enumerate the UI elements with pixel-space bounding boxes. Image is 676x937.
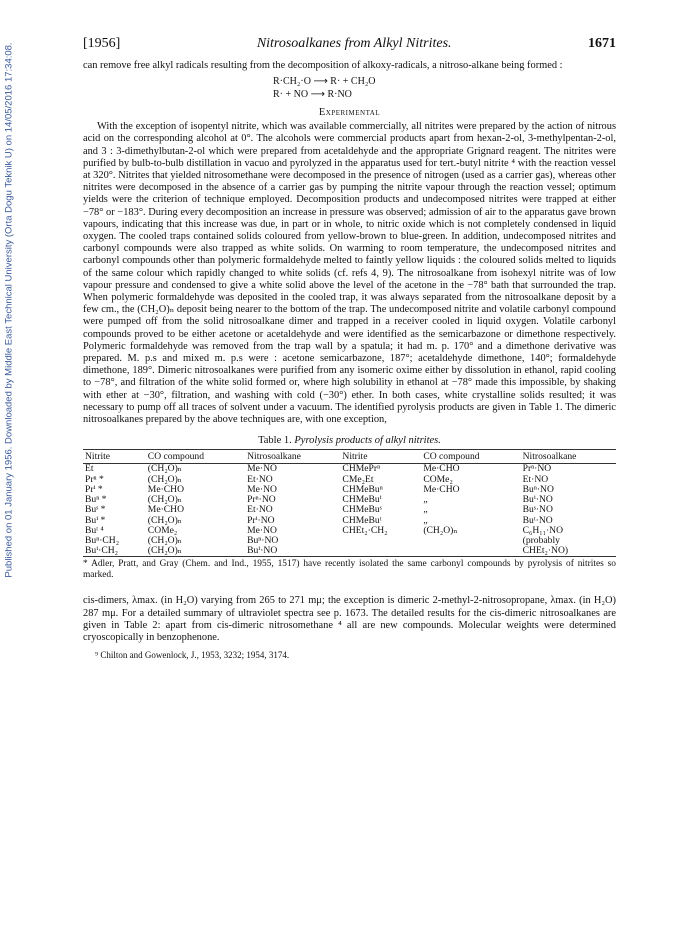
table-cell: Me·NO bbox=[247, 483, 277, 495]
table-cell: CHMeBuⁿ bbox=[342, 483, 383, 495]
table-cell: CHMePrⁿ bbox=[342, 463, 381, 475]
header-cell: Nitrite bbox=[83, 451, 146, 464]
table-header-row bbox=[83, 451, 616, 464]
table-cell: (CH₂O)ₙ bbox=[147, 534, 182, 546]
publication-side-note bbox=[2, 30, 16, 590]
table-cell bbox=[340, 546, 421, 556]
table-cell: (CH₂O)ₙ bbox=[147, 545, 182, 557]
table-cell: COMe₂ bbox=[147, 524, 178, 536]
table-cell: Prⁿ * bbox=[85, 473, 104, 485]
table-cell: Et·NO bbox=[247, 473, 273, 485]
table-cell: CMe₂Et bbox=[342, 473, 374, 485]
eq1-right: R· + CH₂O bbox=[330, 76, 376, 88]
table-cell: Buⁿ·NO bbox=[522, 483, 554, 495]
section-title: Experimental bbox=[318, 107, 381, 119]
header-cell: CO compound bbox=[146, 451, 245, 464]
table-cell: Prⁱ·NO bbox=[247, 514, 275, 526]
table-cell: Me·NO bbox=[247, 524, 277, 536]
table-cell: COMe₂ bbox=[423, 473, 453, 485]
table-cell bbox=[421, 536, 520, 546]
table-cell: (CH₂O)ₙ bbox=[423, 524, 458, 536]
table-cell: CHEt₂·NO) bbox=[522, 545, 569, 557]
table-cell bbox=[421, 546, 520, 556]
table-cell: CHMeBuˢ bbox=[342, 504, 382, 516]
table-cell: Buⁱ·CH₂ bbox=[85, 545, 118, 557]
experimental-paragraph: With the exception of isopentyl nitrite, which was available commercially, all nitrites were prepared by the action of nitrous acid on the corresponding alcohol at 0°. The alcohols were commercial products apart from hexan-2-ol, 3-methylpentan-2-ol, and 3 : 3-dimethylbutan-2-ol which were prepared from acetaldehyde and the appropriate Grignard reagent. The nitrites were purified by bulb-to-bulb distillation in vacuo and pyrolyzed in the apparatus used for tert.-butyl nitrite ⁴ with the reaction vessel at 320°. Nitrites that yielded nitrosomethane were decomposed in the presence of nitrogen (used as a carrier gas), whereas other nitrites were decomposed in the absence of a carrier gas by pumping the nitrite vapour through the reaction vessel; optimum yields were the criterion of technique employed. Decomposition products and undecomposed nitrites were trapped at either −78° or −183°. During every decomposition an increase in pressure was observed; admission of air to the apparatus gave brown vapours, indicating that this increase was due, in part or in whole, to nitric oxide which is not completely condensed in liquid oxygen. The cooled traps contained solids coloured from yellow-brown to blue-green. In addition, undecomposed nitrites and carbonyl compounds were also trapped as white solids. On warming to room temperature, the undecomposed nitrites and carbonyl compounds other than polymeric formaldehyde melted to faintly yellow liquids : the coloured solids melted to liquids of the same colour which rapidly changed to white solids (cf. refs 4, 9). The nitrosoalkane from isohexyl nitrite was of low vapour pressure and condensed to give a white solid above the level of the acetone in the −78° bath that surrounded the trap. When polymeric formaldehyde was deposited in the cooled trap, it was always separated from the nitrosoalkane deposit by a few cm., the (CH₂O)ₙ deposit being nearer to the bottom of the trap. The undecomposed nitrite and volatile carbonyl compound were pumped off from the solid nitrosoalkane dimer and trapped in a receiver cooled in liquid oxygen. Volatile carbonyl compounds proved to be either acetone or acetaldehyde and were identified as the semicarbazone or dimethone respectively. Polymeric formaldehyde was removed from the trap wall by a spatula; it had m. p. 170° and a dimethone derivative was prepared. M. p.s and mixed m. p.s were : acetone semicarbazone, 187°; acetaldehyde dimethone, 140°; formaldehyde dimethone, 189°. Dimeric nitrosoalkanes were purified from any isomeric oxime either by dissolution in ethanol, rapid cooling to −78°, and filtration of the white solid formed or, where high solubility in ethanol at −78° made this impossible, by shaking with ether at −30°, filtration, and washing with cold (−30°) ether. In both cases, white crystalline solids resulted; it was necessary to pump off all traces of solvent under a vacuum. The identified pyrolysis products are given in Table 1. The dimeric nitrosoalkanes prepared by the above techniques are, with one exception, bbox=[83, 121, 616, 426]
table-caption-text: Pyrolysis products of alkyl nitrites. bbox=[294, 435, 441, 447]
table-row bbox=[83, 505, 616, 515]
table-cell: CHMeBuⁱ bbox=[342, 494, 382, 506]
equation-1 bbox=[273, 76, 616, 89]
table-cell: Buᵗ·NO bbox=[522, 514, 553, 526]
section-heading bbox=[83, 107, 616, 118]
table-cell: Prⁱ * bbox=[85, 483, 103, 495]
table-label: Table 1. bbox=[258, 435, 292, 447]
table-cell: Prⁿ·NO bbox=[247, 494, 276, 506]
eq1-left: R·CH₂·O bbox=[273, 76, 311, 88]
closing-paragraph: cis-dimers, λmax. (in H₂O) varying from 265 to 271 mμ; the exception is dimeric 2-methyl-2-nitrosopropane, λmax. (in H₂O) 287 mμ. For a detailed summary of ultraviolet spectra see p. 1673. The detailed results for the cis-dimeric nitrosoalkanes are given in Table 2: apart from cis-dimeric nitrosomethane ⁴ all are new compounds. Molecular weights were determined cryoscopically in benzophenone. bbox=[83, 595, 616, 643]
table-caption bbox=[83, 435, 616, 446]
eq2-left: R· + NO bbox=[273, 88, 309, 100]
table-cell: Me·CHO bbox=[423, 483, 460, 495]
header-page-number: 1671 bbox=[588, 36, 616, 51]
header-title: Nitrosoalkanes from Alkyl Nitrites. bbox=[256, 36, 452, 51]
table-cell: Buᵗ ⁴ bbox=[85, 524, 104, 536]
table-cell: Et bbox=[85, 463, 94, 475]
table-cell: Buⁿ·CH₂ bbox=[85, 534, 120, 546]
table-cell: CHEt₂·CH₂ bbox=[342, 524, 388, 536]
table-cell: (CH₂O)ₙ bbox=[147, 473, 182, 485]
table-cell: Buⁿ·NO bbox=[247, 534, 279, 546]
table-cell: Buⁱ·NO bbox=[522, 494, 553, 506]
table-cell: Me·CHO bbox=[147, 504, 185, 516]
table-cell: Buⁱ·NO bbox=[247, 545, 278, 557]
pyrolysis-table bbox=[83, 451, 616, 556]
eq1-arrow-icon: ⟶ bbox=[313, 76, 328, 88]
table-cell: Me·CHO bbox=[423, 463, 460, 475]
header-cell: Nitrosoalkane bbox=[521, 451, 616, 464]
table-cell: CHMeBuᵗ bbox=[342, 514, 382, 526]
eq2-right: R·NO bbox=[327, 88, 352, 100]
table-row bbox=[83, 546, 616, 556]
equation-2 bbox=[273, 89, 616, 102]
table-cell: (CH₂O)ₙ bbox=[147, 463, 182, 475]
table-wrapper bbox=[83, 449, 616, 557]
table-cell: Buⁱ * bbox=[85, 514, 106, 526]
table-cell: Buⁿ * bbox=[85, 494, 107, 506]
table-cell: „ bbox=[423, 494, 428, 506]
table-cell: „ bbox=[423, 504, 428, 516]
table-cell: Buˢ·NO bbox=[522, 504, 553, 516]
table-cell: Et·NO bbox=[247, 504, 273, 516]
table-cell: Me·CHO bbox=[147, 483, 185, 495]
eq2-arrow-icon: ⟶ bbox=[310, 88, 325, 100]
header-cell: Nitrite bbox=[340, 451, 421, 464]
table-cell: Et·NO bbox=[522, 473, 549, 485]
table-cell: Buˢ * bbox=[85, 504, 106, 516]
side-note-text: Published on 01 January 1956. Downloaded by Middle East Technical University (Orta Dogu Teknik U) on 14/05/2016 17:34:08. bbox=[3, 42, 15, 578]
table-cell bbox=[340, 536, 421, 546]
header-cell: CO compound bbox=[421, 451, 520, 464]
table-cell: „ bbox=[423, 514, 428, 526]
running-header bbox=[83, 36, 616, 52]
table-cell: (CH₂O)ₙ bbox=[147, 514, 182, 526]
intro-text: can remove free alkyl radicals resulting from the decomposition of alkoxy-radicals, a nitroso-alkane being formed : bbox=[83, 60, 563, 71]
table-cell: Me·NO bbox=[247, 463, 277, 475]
header-cell: Nitrosoalkane bbox=[245, 451, 340, 464]
footnote-reference: ⁹ Chilton and Gowenlock, J., 1953, 3232; 1954, 3174. bbox=[95, 650, 290, 661]
table-footnote: * Adler, Pratt, and Gray (Chem. and Ind., 1955, 1517) have recently isolated the same carbonyl compounds by pyrolysis of nitrites so marked. bbox=[83, 559, 616, 581]
header-year: [1956] bbox=[83, 36, 121, 51]
table-cell: (probably bbox=[522, 534, 560, 546]
table-cell: Prⁿ·NO bbox=[522, 463, 552, 475]
table-cell: C₆H₁₁·NO bbox=[522, 524, 564, 536]
table-cell: (CH₂O)ₙ bbox=[147, 494, 182, 506]
table-body bbox=[83, 464, 616, 556]
paper-page bbox=[83, 36, 616, 660]
reaction-equations bbox=[273, 76, 616, 101]
